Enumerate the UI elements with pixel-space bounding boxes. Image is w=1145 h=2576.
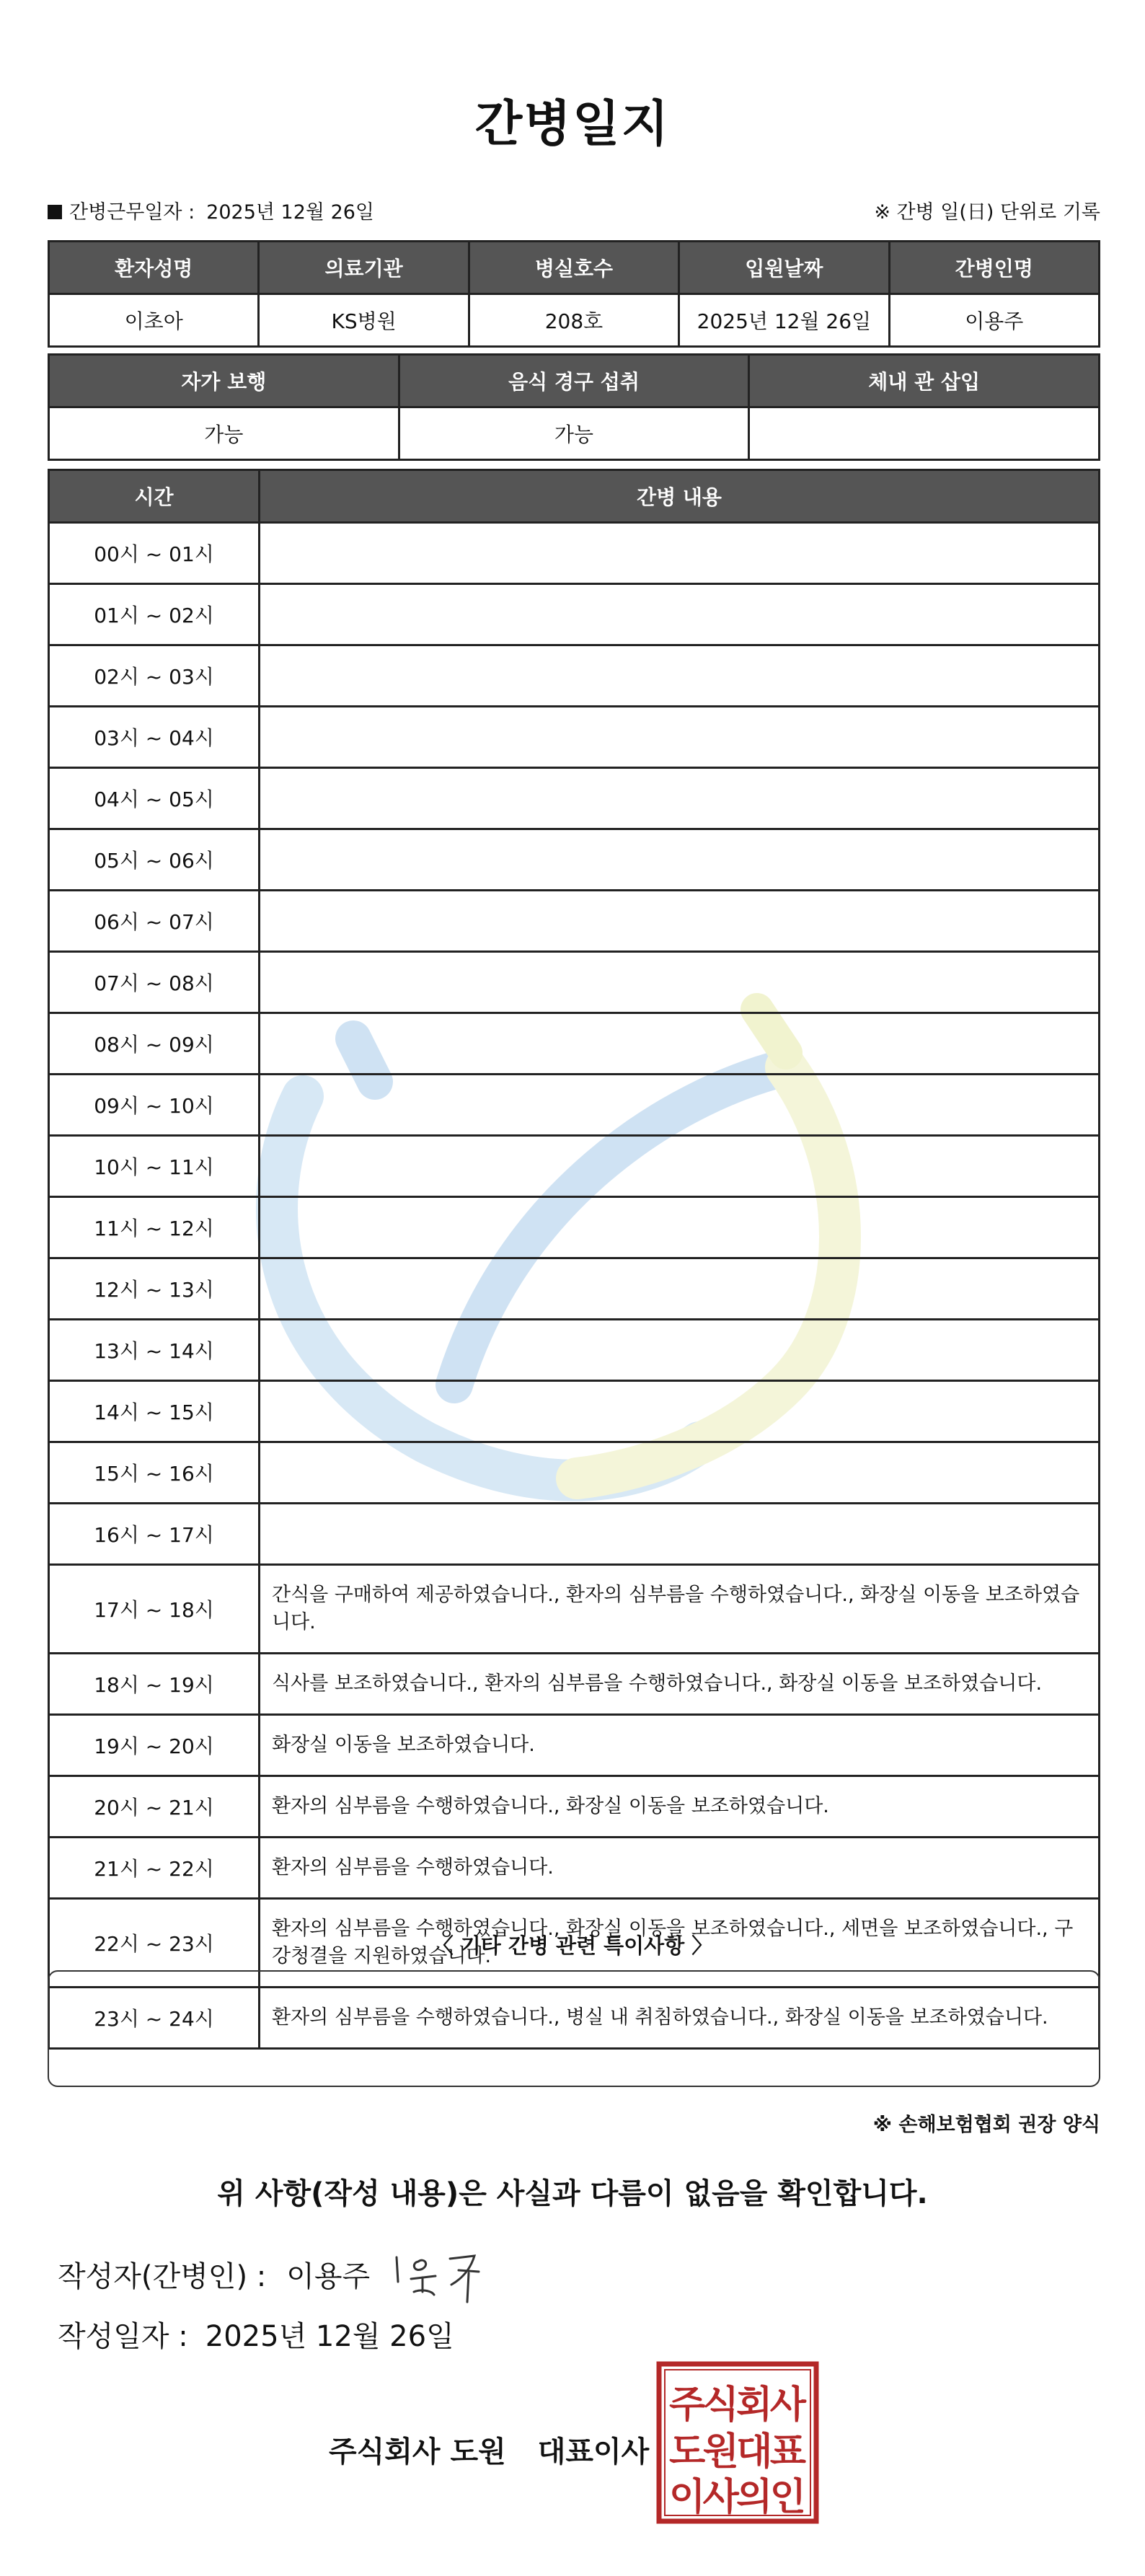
patient-name-header: 환자성명 <box>49 242 259 294</box>
record-unit-note: ※ 간병 일(日) 단위로 기록 <box>874 201 1100 224</box>
log-content-cell: 화장실 이동을 보조하였습니다. <box>260 1715 1100 1776</box>
company-line <box>329 2429 649 2470</box>
log-row <box>49 1197 1100 1258</box>
caregiver-name-header: 간병인명 <box>889 242 1099 294</box>
log-time-cell: 23시 ~ 24시 <box>49 1988 260 2049</box>
log-row <box>49 584 1100 645</box>
log-content-cell <box>260 1442 1100 1504</box>
care-log-table <box>48 469 1100 2050</box>
log-content-cell <box>260 1381 1100 1442</box>
log-row <box>49 645 1100 707</box>
log-row <box>49 891 1100 952</box>
log-content-cell <box>260 891 1100 952</box>
square-bullet-icon <box>48 205 62 219</box>
log-time-cell: 07시 ~ 08시 <box>49 952 260 1013</box>
log-time-cell: 11시 ~ 12시 <box>49 1197 260 1258</box>
svg-text:주식회사: 주식회사 <box>669 2383 806 2427</box>
log-row <box>49 1258 1100 1320</box>
log-row <box>49 1776 1100 1838</box>
log-time-cell: 17시 ~ 18시 <box>49 1565 260 1654</box>
write-date-label: 작성일자 : <box>58 2320 188 2353</box>
admission-date-header: 입원날짜 <box>679 242 889 294</box>
log-row <box>49 1075 1100 1136</box>
ceo-title: 대표이사 <box>537 2435 650 2469</box>
patient-info-table <box>48 240 1100 348</box>
log-content-cell <box>260 1197 1100 1258</box>
log-row <box>49 707 1100 768</box>
hospital-value: KS병원 <box>259 294 469 347</box>
patient-name-value: 이초아 <box>49 294 259 347</box>
tube-insertion-value <box>749 407 1100 460</box>
log-content-cell: 환자의 심부름을 수행하였습니다., 병실 내 취침하였습니다., 화장실 이동을 보조하였습니다. <box>260 1988 1100 2049</box>
log-content-cell: 식사를 보조하였습니다., 환자의 심부름을 수행하였습니다., 화장실 이동을 보조하였습니다. <box>260 1654 1100 1715</box>
caregiver-name-value: 이용주 <box>889 294 1099 347</box>
log-content-cell <box>260 1013 1100 1075</box>
writer-label: 작성자(간병인) : <box>58 2260 267 2293</box>
extra-notes-box <box>48 1970 1100 2087</box>
log-row <box>49 1715 1100 1776</box>
log-row <box>49 1504 1100 1565</box>
log-time-cell: 18시 ~ 19시 <box>49 1654 260 1715</box>
care-content-header: 간병 내용 <box>260 470 1100 523</box>
log-time-cell: 22시 ~ 23시 <box>49 1899 260 1988</box>
extra-notes-title: 〈 기타 간병 관련 특이사항 〉 <box>432 1933 713 1958</box>
tube-insertion-header: 체내 관 삽입 <box>749 355 1100 407</box>
write-date-line <box>58 2313 454 2355</box>
log-content-cell <box>260 1258 1100 1320</box>
svg-text:도원대표: 도원대표 <box>669 2430 806 2474</box>
oral-intake-value: 가능 <box>399 407 749 460</box>
log-content-cell <box>260 952 1100 1013</box>
log-row <box>49 1442 1100 1504</box>
log-time-cell: 19시 ~ 20시 <box>49 1715 260 1776</box>
admission-date-value: 2025년 12월 26일 <box>679 294 889 347</box>
log-row <box>49 829 1100 891</box>
log-time-cell: 13시 ~ 14시 <box>49 1320 260 1381</box>
log-content-cell <box>260 523 1100 584</box>
log-row <box>49 1320 1100 1381</box>
log-time-cell: 15시 ~ 16시 <box>49 1442 260 1504</box>
log-row <box>49 1381 1100 1442</box>
log-time-cell: 01시 ~ 02시 <box>49 584 260 645</box>
writer-name: 이용주 <box>286 2260 371 2293</box>
log-time-cell: 08시 ~ 09시 <box>49 1013 260 1075</box>
hospital-header: 의료기관 <box>259 242 469 294</box>
log-row <box>49 1136 1100 1197</box>
room-header: 병실호수 <box>469 242 678 294</box>
company-seal-stamp <box>655 2360 821 2526</box>
work-date-info <box>48 196 374 224</box>
log-row <box>49 952 1100 1013</box>
log-content-cell: 환자의 심부름을 수행하였습니다., 화장실 이동을 보조하였습니다., 세면을 보조하였습니다., 구강청결을 지원하였습니다. <box>260 1899 1100 1988</box>
self-walking-value: 가능 <box>49 407 399 460</box>
log-row <box>49 1013 1100 1075</box>
log-time-cell: 00시 ~ 01시 <box>49 523 260 584</box>
log-content-cell <box>260 645 1100 707</box>
oral-intake-header: 음식 경구 섭취 <box>399 355 749 407</box>
log-time-cell: 16시 ~ 17시 <box>49 1504 260 1565</box>
meta-row <box>48 196 1100 225</box>
patient-status-table <box>48 353 1100 461</box>
log-content-cell: 간식을 구매하여 제공하였습니다., 환자의 심부름을 수행하였습니다., 화장실 이동을 보조하였습니다. <box>260 1565 1100 1654</box>
log-time-cell: 06시 ~ 07시 <box>49 891 260 952</box>
page-title: 간병일지 <box>474 96 671 153</box>
log-content-cell <box>260 584 1100 645</box>
writer-line <box>58 2254 370 2295</box>
log-content-cell: 환자의 심부름을 수행하였습니다., 화장실 이동을 보조하였습니다. <box>260 1776 1100 1838</box>
log-time-cell: 12시 ~ 13시 <box>49 1258 260 1320</box>
log-row <box>49 523 1100 584</box>
log-time-cell: 14시 ~ 15시 <box>49 1381 260 1442</box>
log-time-cell: 05시 ~ 06시 <box>49 829 260 891</box>
self-walking-header: 자가 보행 <box>49 355 399 407</box>
confirmation-statement: 위 사항(작성 내용)은 사실과 다름이 없음을 확인합니다. <box>217 2177 928 2210</box>
log-time-cell: 21시 ~ 22시 <box>49 1838 260 1899</box>
time-header: 시간 <box>49 470 260 523</box>
svg-text:이사의인: 이사의인 <box>669 2476 806 2519</box>
log-row <box>49 1838 1100 1899</box>
log-row <box>49 1565 1100 1654</box>
log-time-cell: 09시 ~ 10시 <box>49 1075 260 1136</box>
log-time-cell: 04시 ~ 05시 <box>49 768 260 829</box>
company-name: 주식회사 도원 <box>329 2435 506 2469</box>
log-time-cell: 10시 ~ 11시 <box>49 1136 260 1197</box>
work-date-label: 간병근무일자 : <box>69 201 195 224</box>
log-content-cell <box>260 707 1100 768</box>
log-content-cell <box>260 1504 1100 1565</box>
handwritten-signature <box>389 2241 498 2306</box>
log-row <box>49 1654 1100 1715</box>
log-content-cell <box>260 829 1100 891</box>
work-date-value: 2025년 12월 26일 <box>206 201 375 224</box>
write-date-value: 2025년 12월 26일 <box>205 2320 454 2353</box>
log-time-cell: 03시 ~ 04시 <box>49 707 260 768</box>
log-content-cell <box>260 1075 1100 1136</box>
log-content-cell <box>260 768 1100 829</box>
log-content-cell: 환자의 심부름을 수행하였습니다. <box>260 1838 1100 1899</box>
room-value: 208호 <box>469 294 678 347</box>
log-content-cell <box>260 1136 1100 1197</box>
log-row <box>49 768 1100 829</box>
log-content-cell <box>260 1320 1100 1381</box>
log-time-cell: 02시 ~ 03시 <box>49 645 260 707</box>
recommend-note: ※ 손해보험협회 권장 양식 <box>872 2114 1100 2136</box>
log-time-cell: 20시 ~ 21시 <box>49 1776 260 1838</box>
